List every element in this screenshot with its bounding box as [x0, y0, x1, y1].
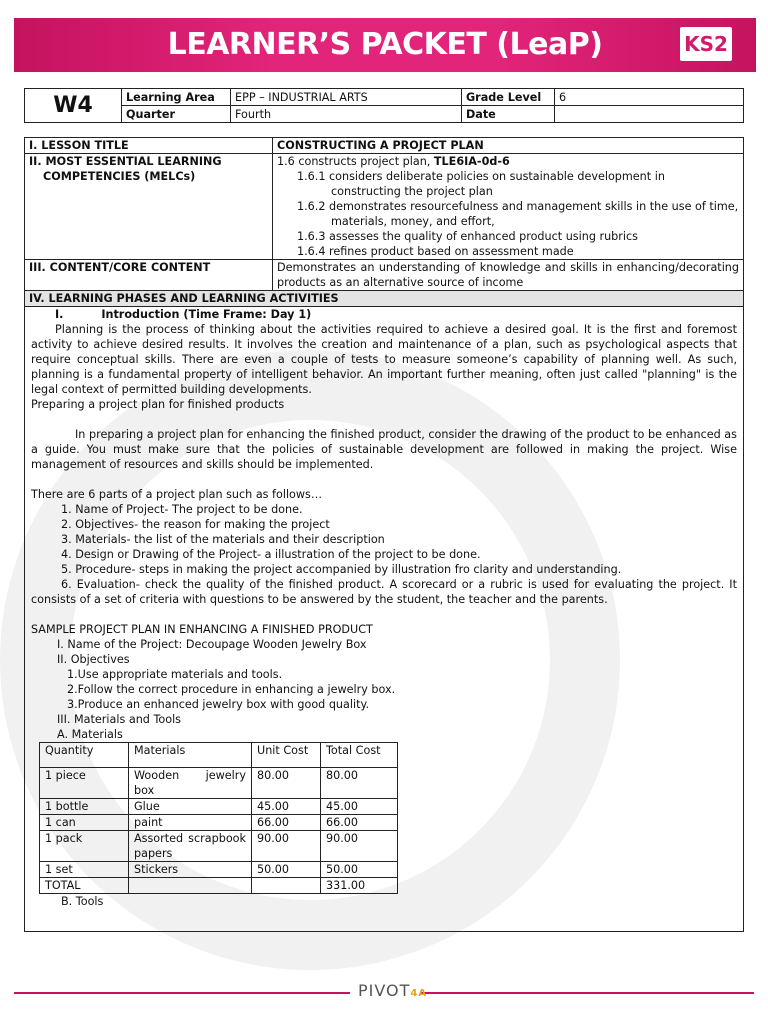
cell: [129, 878, 252, 894]
header-table: [24, 88, 744, 123]
sample-heading: SAMPLE PROJECT PLAN IN ENHANCING A FINISHED PRODUCT: [31, 623, 373, 636]
table-row: [40, 878, 398, 894]
melc-list: [273, 154, 743, 259]
cell: 50.00: [321, 862, 398, 878]
pivot-logo: [358, 981, 427, 1000]
week-label: W4: [25, 89, 122, 123]
cell: 90.00: [321, 831, 398, 862]
cell: 66.00: [321, 815, 398, 831]
cell: 80.00: [252, 768, 321, 799]
list-item: 3. Materials- the list of the materials and their description: [61, 533, 385, 546]
tools-subheading: B. Tools: [61, 895, 104, 908]
table-row: [40, 768, 398, 799]
cell: 90.00: [252, 831, 321, 862]
cell: 1 set: [40, 862, 129, 878]
melc-row: [25, 154, 743, 260]
lesson-content: [24, 137, 744, 932]
cell: [252, 878, 321, 894]
melc-label: [25, 154, 273, 259]
content-row: [25, 260, 743, 291]
table-row: [40, 799, 398, 815]
learning-area-label: Learning Area: [122, 89, 231, 106]
cell: 66.00: [252, 815, 321, 831]
list-item: 1.Use appropriate materials and tools.: [67, 668, 283, 681]
paragraph-planning: Planning is the process of thinking about the activities required to achieve a desired goal. It is the first and foremost activity to achieve desired results. It involves the creation and maintenance of a plan, such as psychological aspects that require conceptual skills. There are even a couple of tests to measure someone’s capability of planning well. As such, planning is a fundamental property of intelligent behavior. An important further meaning, often just called "planning" is the legal context of permitted building developments.: [31, 323, 737, 396]
list-item: 3.Produce an enhanced jewelry box with good quality.: [67, 698, 370, 711]
melc-2-line1: 1.6.2 demonstrates resourcefulness and management skills in the use of time,: [297, 200, 739, 213]
intro-heading: [31, 307, 737, 322]
lesson-title-label: I. LESSON TITLE: [25, 138, 273, 153]
cell: TOTAL: [40, 878, 129, 894]
pivot-logo-4a: 4A: [410, 988, 428, 999]
footer-line-right: [420, 992, 754, 994]
sample-materials-tools: III. Materials and Tools: [57, 713, 182, 726]
cell: 80.00: [321, 768, 398, 799]
intro-title: Introduction (Time Frame: Day 1): [101, 308, 312, 321]
quarter-value: Fourth: [231, 106, 462, 123]
cell: 45.00: [252, 799, 321, 815]
cell: Wooden jewelry box: [129, 768, 252, 799]
cell: 1 can: [40, 815, 129, 831]
melc-main: 1.6 constructs project plan,: [277, 155, 434, 168]
cell: 50.00: [252, 862, 321, 878]
cell: 45.00: [321, 799, 398, 815]
parts-list: [31, 502, 737, 607]
melc-2-line2: materials, money, and effort,: [331, 215, 495, 228]
melc-1-line1: 1.6.1 considers deliberate policies on sustainable development in: [297, 170, 665, 183]
banner-title: LEARNER’S PACKET (LeaP): [167, 27, 603, 62]
list-item: 4. Design or Drawing of the Project- a illustration of the project to be done.: [61, 548, 481, 561]
pivot-logo-text: PIVOT: [358, 981, 411, 1000]
cell: Glue: [129, 799, 252, 815]
learning-area-value: EPP – INDUSTRIAL ARTS: [231, 89, 462, 106]
key-stage-badge: KS2: [680, 27, 732, 61]
paragraph-preparing: In preparing a project plan for enhancing the finished product, consider the drawing of the product to be enhanced as a guide. You must make sure that the policies of sustainable development are followed in making the project. Wise management of resources and skills should be implemented.: [31, 428, 737, 471]
sample-project-name: I. Name of the Project: Decoupage Wooden Jewelry Box: [57, 638, 367, 651]
cell: 1 pack: [40, 831, 129, 862]
col-unit-cost: Unit Cost: [252, 743, 321, 768]
table-row: [40, 815, 398, 831]
lesson-title: CONSTRUCTING A PROJECT PLAN: [277, 139, 484, 152]
melc-3: 1.6.3 assesses the quality of enhanced product using rubrics: [297, 230, 638, 243]
list-item: 2. Objectives- the reason for making the project: [61, 518, 330, 531]
cell: Stickers: [129, 862, 252, 878]
col-total-cost: Total Cost: [321, 743, 398, 768]
col-quantity: Quantity: [40, 743, 129, 768]
list-item: 2.Follow the correct procedure in enhancing a jewelry box.: [67, 683, 396, 696]
materials-table: [39, 742, 398, 894]
subheading-preparing: Preparing a project plan for finished products: [31, 398, 285, 411]
date-value: [555, 106, 744, 123]
sample-objectives: II. Objectives: [57, 653, 130, 666]
melc-4: 1.6.4 refines product based on assessment made: [297, 245, 574, 258]
cell: 1 piece: [40, 768, 129, 799]
table-header-row: [40, 743, 398, 768]
cell: 1 bottle: [40, 799, 129, 815]
cell: Assorted scrapbook papers: [129, 831, 252, 862]
leap-banner: [14, 18, 756, 72]
melc-label-line2: COMPETENCIES (MELCs): [43, 170, 196, 183]
content-text: Demonstrates an understanding of knowledge and skills in enhancing/decorating products as an alternative source of income: [277, 261, 739, 289]
lesson-title-row: [25, 138, 743, 154]
materials-subheading: A. Materials: [57, 728, 123, 741]
table-row: [40, 831, 398, 862]
melc-code: TLE6IA-0d-6: [433, 155, 510, 168]
intro-number: I.: [55, 308, 64, 321]
melc-label-line1: II. MOST ESSENTIAL LEARNING: [29, 155, 222, 168]
parts-intro: There are 6 parts of a project plan such as follows…: [31, 488, 323, 501]
table-row: [40, 862, 398, 878]
col-materials: Materials: [129, 743, 252, 768]
footer-line-left: [14, 992, 350, 994]
list-item: 5. Procedure- steps in making the project accompanied by illustration fro clarity and understanding.: [61, 563, 622, 576]
list-item: 6. Evaluation- check the quality of the finished product. A scorecard or a rubric is used for evaluating the project. It consists of a set of criteria with questions to be answered by the student, the teacher and the parents.: [31, 578, 737, 606]
date-label: Date: [462, 106, 555, 123]
grade-level-label: Grade Level: [462, 89, 555, 106]
cell: 331.00: [321, 878, 398, 894]
grade-level-value: 6: [555, 89, 744, 106]
cell: paint: [129, 815, 252, 831]
melc-1-line2: constructing the project plan: [331, 185, 493, 198]
quarter-label: Quarter: [122, 106, 231, 123]
list-item: 1. Name of Project- The project to be done.: [61, 503, 303, 516]
content-label: III. CONTENT/CORE CONTENT: [25, 260, 273, 290]
learning-phases-body: [25, 307, 743, 909]
learning-phases-heading: IV. LEARNING PHASES AND LEARNING ACTIVITIES: [25, 291, 743, 307]
